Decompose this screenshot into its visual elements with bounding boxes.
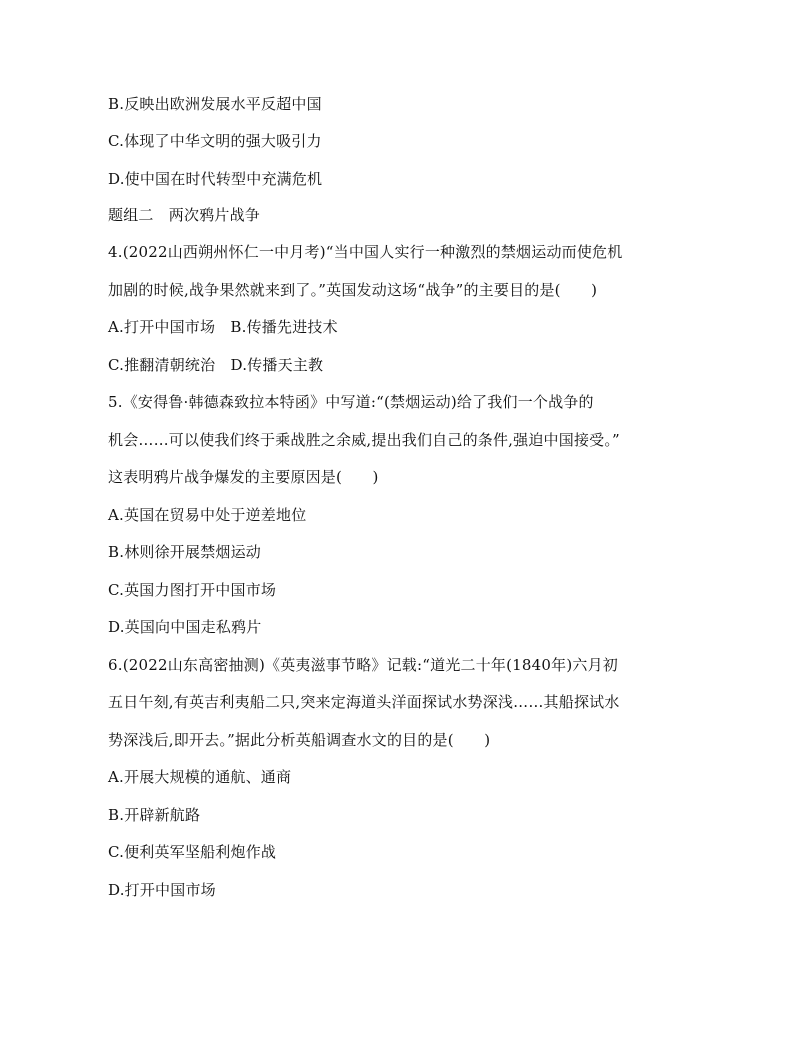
q5-option-c: C.英国力图打开中国市场 xyxy=(108,581,277,599)
q3-option-c: C.体现了中华文明的强大吸引力 xyxy=(108,132,322,150)
section-heading: 题组二 两次鸦片战争 xyxy=(108,206,261,224)
q5-option-b: B.林则徐开展禁烟运动 xyxy=(108,543,261,561)
q6-stem-line-2: 五日午刻,有英吉利夷船二只,突来定海道头洋面探试水势深浅……其船探试水 xyxy=(108,693,620,711)
q4-options-cd: C.推翻清朝统治 D.传播天主教 xyxy=(108,356,324,374)
q4-stem-line-2: 加剧的时候,战争果然就来到了。”英国发动这场“战争”的主要目的是( ) xyxy=(108,281,598,299)
q6-option-a: A.开展大规模的通航、通商 xyxy=(108,768,292,786)
q6-stem-line-1: 6.(2022山东高密抽测)《英夷滋事节略》记载:“道光二十年(1840年)六月初 xyxy=(108,656,618,674)
q6-option-b: B.开辟新航路 xyxy=(108,806,201,824)
q6-stem-line-3: 势深浅后,即开去。”据此分析英船调查水文的目的是( ) xyxy=(108,731,491,749)
q6-option-d: D.打开中国市场 xyxy=(108,881,216,899)
q5-stem-line-1: 5.《安得鲁·韩德森致拉本特函》中写道:“(禁烟运动)给了我们一个战争的 xyxy=(108,393,594,411)
q5-option-d: D.英国向中国走私鸦片 xyxy=(108,618,262,636)
q5-stem-line-2: 机会……可以使我们终于乘战胜之余威,提出我们自己的条件,强迫中国接受。” xyxy=(108,431,620,449)
q5-option-a: A.英国在贸易中处于逆差地位 xyxy=(108,506,307,524)
q3-option-b: B.反映出欧洲发展水平反超中国 xyxy=(108,95,322,113)
q3-option-d: D.使中国在时代转型中充满危机 xyxy=(108,170,323,188)
q5-stem-line-3: 这表明鸦片战争爆发的主要原因是( ) xyxy=(108,468,379,486)
q4-options-ab: A.打开中国市场 B.传播先进技术 xyxy=(108,318,338,336)
q4-stem-line-1: 4.(2022山西朔州怀仁一中月考)“当中国人实行一种激烈的禁烟运动而使危机 xyxy=(108,243,623,261)
q6-option-c: C.便利英军坚船利炮作战 xyxy=(108,843,277,861)
